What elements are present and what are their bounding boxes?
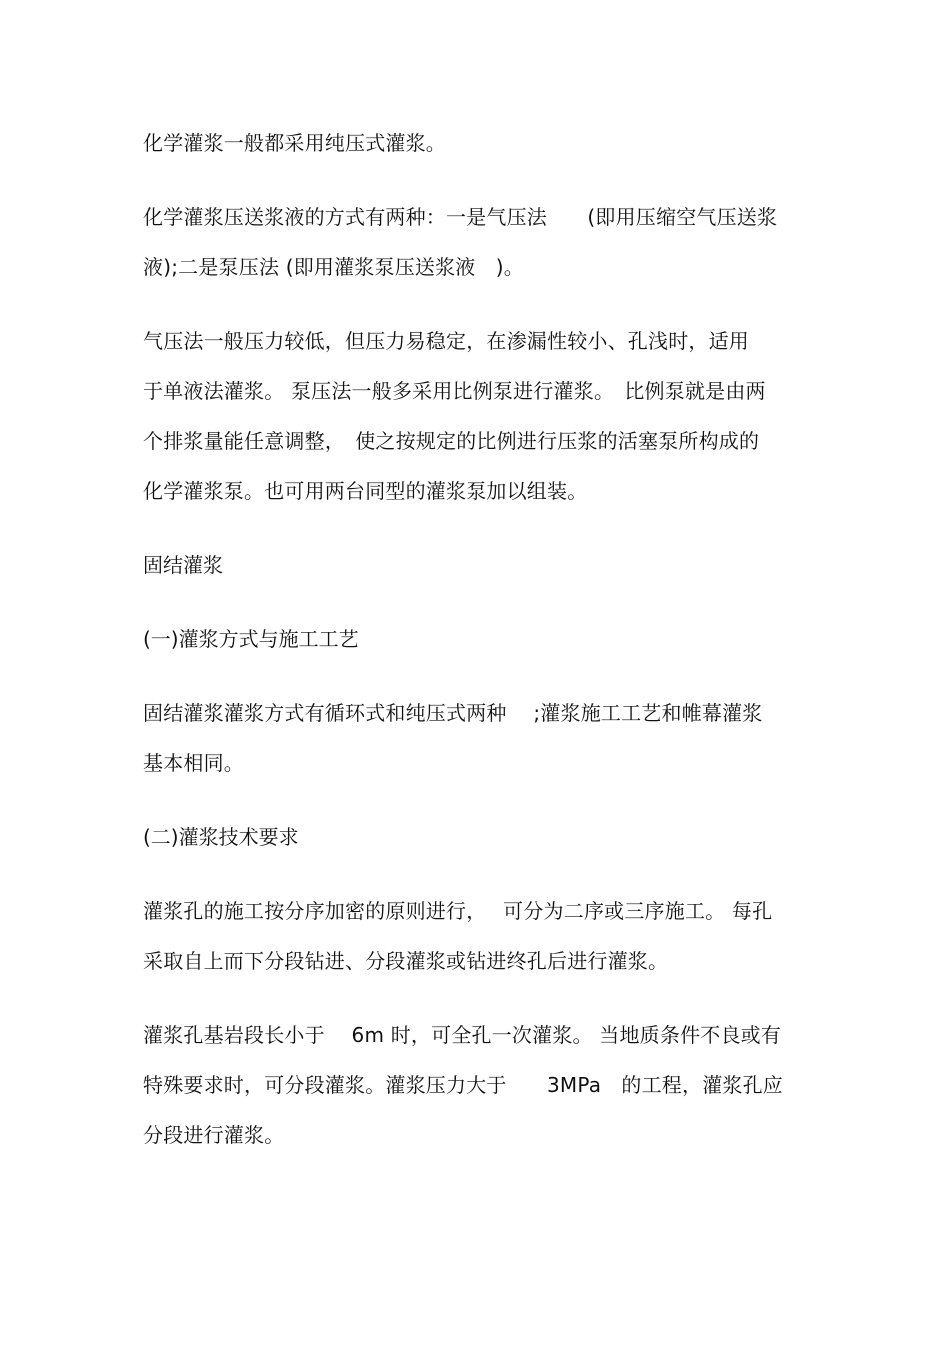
paragraph-gap: [143, 292, 813, 316]
paragraph-gap: [143, 516, 813, 540]
text-line: 气压法一般压力较低，但压力易稳定，在渗漏性较小、孔浅时，适用: [143, 329, 749, 353]
subsection-heading-2: (二)灌浆技术要求: [143, 825, 299, 849]
paragraph-gap: [143, 788, 813, 812]
text-line: 固结灌浆灌浆方式有循环式和纯压式两种 ;灌浆施工工艺和帷幕灌浆: [143, 701, 763, 725]
text-line: 灌浆孔基岩段长小于 6m 时，可全孔一次灌浆。 当地质条件不良或有: [143, 1023, 782, 1047]
paragraph-1: [143, 118, 813, 168]
paragraph-4: [143, 688, 813, 788]
text-line: 化学灌浆一般都采用纯压式灌浆。: [143, 131, 446, 155]
paragraph-gap: [143, 862, 813, 886]
paragraph-gap: [143, 986, 813, 1010]
paragraph-2: [143, 192, 813, 292]
text-line: 个排浆量能任意调整， 使之按规定的比例进行压浆的活塞泵所构成的: [143, 429, 760, 453]
text-line: 化学灌浆泵。也可用两台同型的灌浆泵加以组装。: [143, 479, 588, 503]
text-line: 液);二是泵压法 (即用灌浆泵压送浆液 )。: [143, 255, 524, 279]
section-heading-consolidation-grouting: 固结灌浆: [143, 553, 223, 577]
paragraph-gap: [143, 664, 813, 688]
text-line: 化学灌浆压送浆液的方式有两种：一是气压法 (即用压缩空气压送浆: [143, 205, 778, 229]
text-line: 分段进行灌浆。: [143, 1123, 285, 1147]
paragraph-3: [143, 316, 813, 516]
paragraph-gap: [143, 168, 813, 192]
text-line: 采取自上而下分段钻进、分段灌浆或钻进终孔后进行灌浆。: [143, 949, 669, 973]
paragraph-gap: [143, 590, 813, 614]
subsection-heading-1: (一)灌浆方式与施工工艺: [143, 627, 359, 651]
paragraph-6: [143, 1010, 813, 1160]
text-line: 灌浆孔的施工按分序加密的原则进行， 可分为二序或三序施工。 每孔: [143, 899, 773, 923]
text-line: 特殊要求时，可分段灌浆。灌浆压力大于 3MPa 的工程，灌浆孔应: [143, 1073, 783, 1097]
text-line: 基本相同。: [143, 751, 244, 775]
paragraph-5: [143, 886, 813, 986]
document-body: [143, 118, 813, 1160]
text-line: 于单液法灌浆。 泵压法一般多采用比例泵进行灌浆。 比例泵就是由两: [143, 379, 766, 403]
